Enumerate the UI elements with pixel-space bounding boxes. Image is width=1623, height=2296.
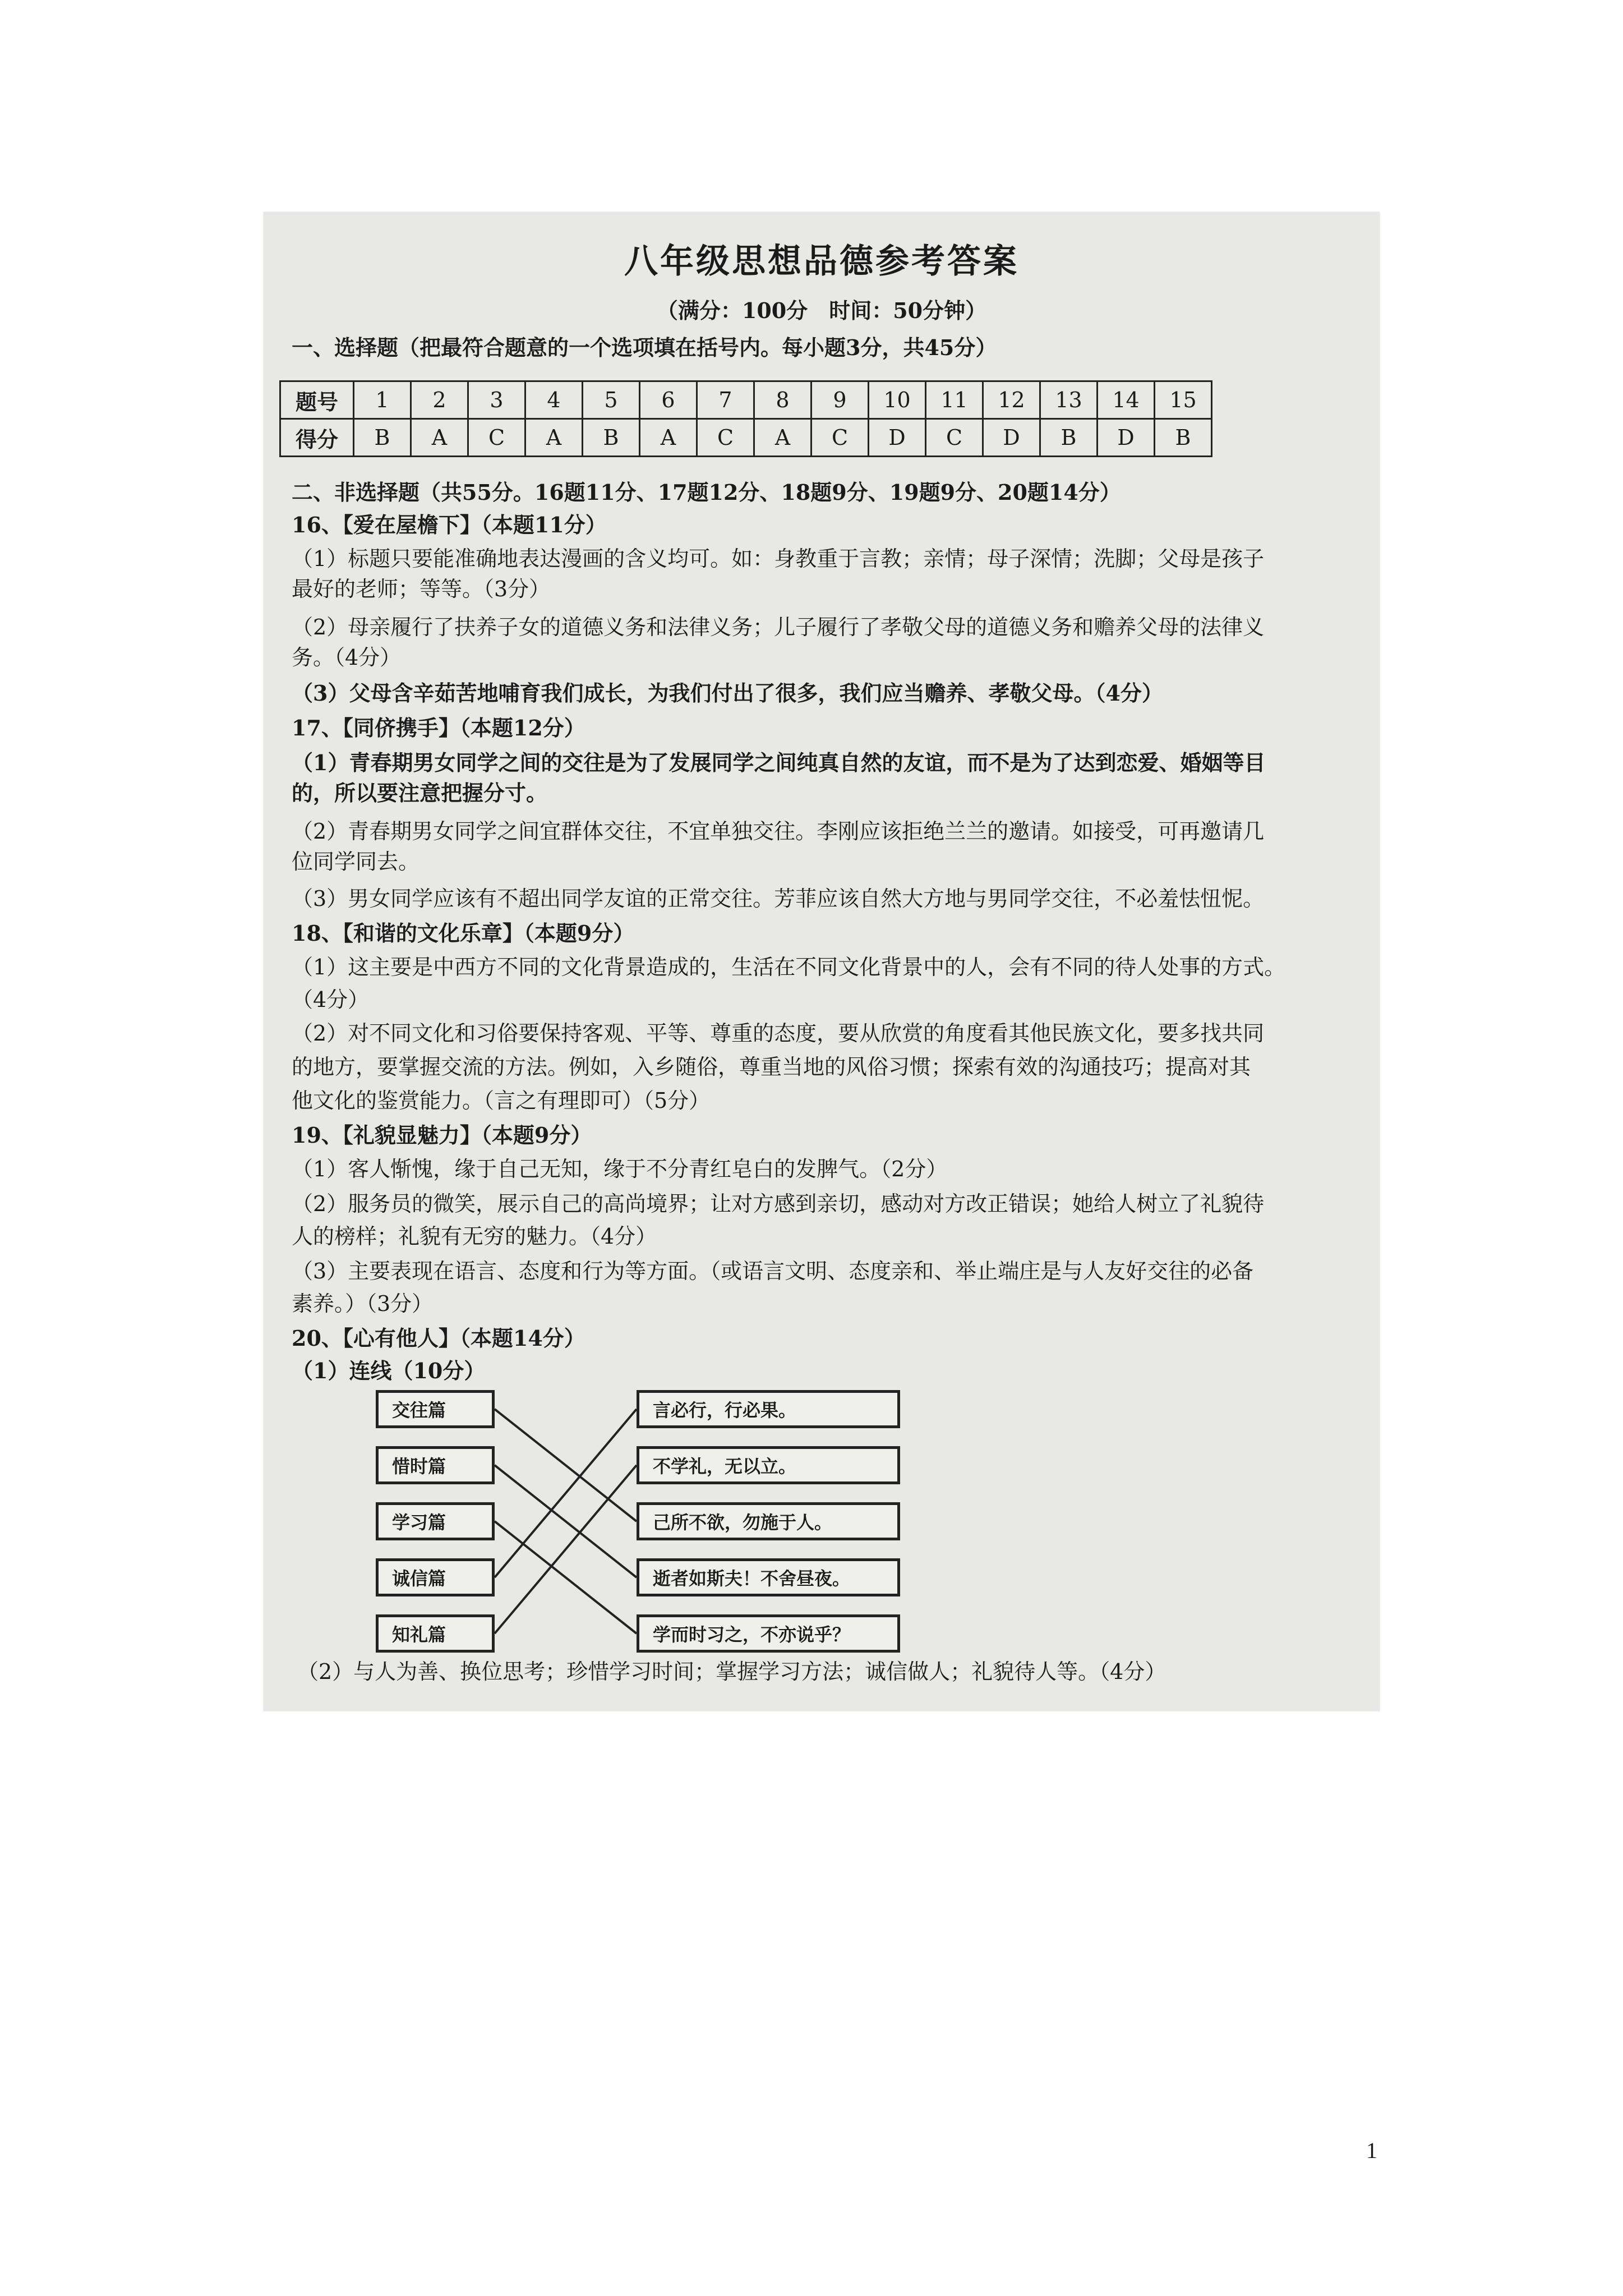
answer-cell: B bbox=[1155, 419, 1212, 457]
right-box: 逝者如斯夫！不舍昼夜。 bbox=[637, 1558, 900, 1596]
left-box: 知礼篇 bbox=[376, 1614, 495, 1653]
row-label-question: 题号 bbox=[280, 381, 354, 419]
question-heading: 20、【心有他人】（本题14分） bbox=[292, 1326, 585, 1351]
match-line bbox=[495, 1465, 637, 1634]
answer-text: （2）与人为善、换位思考；珍惜学习时间；掌握学习方法；诚信做人；礼貌待人等。（4分） bbox=[297, 1659, 1166, 1684]
answer-cell: B bbox=[583, 419, 640, 457]
match-line bbox=[495, 1409, 637, 1577]
answer-text: （1）连线（10分） bbox=[292, 1358, 486, 1383]
right-box: 己所不欲，勿施于人。 bbox=[637, 1502, 900, 1540]
answer-text: （4分） bbox=[292, 987, 370, 1012]
question-heading: 17、【同侪携手】（本题12分） bbox=[292, 715, 585, 740]
answer-text: 他文化的鉴赏能力。（言之有理即可）（5分） bbox=[292, 1088, 711, 1113]
answer-cell: D bbox=[983, 419, 1040, 457]
answer-cell: A bbox=[754, 419, 811, 457]
answer-cell: A bbox=[411, 419, 468, 457]
answer-text: （1）标题只要能准确地表达漫画的含义均可。如：身教重于言教；亲情；母子深情；洗脚；父母是孩子 bbox=[292, 546, 1265, 571]
answer-text: 最好的老师；等等。（3分） bbox=[292, 577, 551, 601]
question-number: 4 bbox=[525, 381, 583, 419]
answer-cell: C bbox=[926, 419, 983, 457]
answer-text: （2）服务员的微笑，展示自己的高尚境界；让对方感到亲切，感动对方改正错误；她给人树立了礼貌待 bbox=[292, 1191, 1265, 1216]
answer-cell: C bbox=[697, 419, 754, 457]
answer-cell: D bbox=[1098, 419, 1155, 457]
answer-text: （1）这主要是中西方不同的文化背景造成的，生活在不同文化背景中的人，会有不同的待人处事的方式。 bbox=[292, 955, 1286, 979]
left-box: 交往篇 bbox=[376, 1390, 495, 1428]
question-number: 6 bbox=[640, 381, 697, 419]
match-line bbox=[495, 1465, 637, 1577]
matching-diagram bbox=[376, 1390, 1049, 1645]
question-number: 14 bbox=[1098, 381, 1155, 419]
answer-text: （3）父母含辛茹苦地哺育我们成长，为我们付出了很多，我们应当赡养、孝敬父母。（4分） bbox=[292, 680, 1163, 706]
match-line bbox=[495, 1409, 637, 1521]
answer-text: 人的榜样；礼貌有无穷的魅力。（4分） bbox=[292, 1224, 657, 1249]
left-box: 诚信篇 bbox=[376, 1558, 495, 1596]
right-box: 言必行，行必果。 bbox=[637, 1390, 900, 1428]
question-heading: 16、【爱在屋檐下】（本题11分） bbox=[292, 512, 607, 537]
answer-text: 的，所以要注意把握分寸。 bbox=[292, 780, 548, 806]
answer-cell: C bbox=[811, 419, 869, 457]
right-box: 学而时习之，不亦说乎？ bbox=[637, 1614, 900, 1653]
answer-cell: A bbox=[640, 419, 697, 457]
answer-cell: B bbox=[1040, 419, 1098, 457]
page-number: 1 bbox=[1366, 2138, 1377, 2163]
answer-text: 的地方，要掌握交流的方法。例如，入乡随俗，尊重当地的风俗习惯；探索有效的沟通技巧；提高对其 bbox=[292, 1055, 1251, 1079]
question-heading: 18、【和谐的文化乐章】（本题9分） bbox=[292, 921, 635, 946]
question-number: 3 bbox=[468, 381, 525, 419]
answer-text: 务。（4分） bbox=[292, 645, 402, 670]
question-number: 15 bbox=[1155, 381, 1212, 419]
scanned-answer-sheet bbox=[264, 212, 1380, 1711]
left-box: 学习篇 bbox=[376, 1502, 495, 1540]
answer-cell: B bbox=[354, 419, 411, 457]
page-title: 八年级思想品德参考答案 bbox=[624, 242, 1019, 281]
answer-text: 位同学同去。 bbox=[292, 849, 420, 874]
question-number: 1 bbox=[354, 381, 411, 419]
answer-table bbox=[279, 380, 1212, 457]
answer-text: （3）主要表现在语言、态度和行为等方面。（或语言文明、态度亲和、举止端庄是与人友好交往的必备 bbox=[292, 1259, 1254, 1283]
left-box: 惜时篇 bbox=[376, 1446, 495, 1484]
answer-cell: A bbox=[525, 419, 583, 457]
section1-heading: 一、选择题（把最符合题意的一个选项填在括号内。每小题3分，共45分） bbox=[292, 335, 997, 360]
question-number: 8 bbox=[754, 381, 811, 419]
table-row bbox=[280, 419, 1212, 457]
table-row bbox=[280, 381, 1212, 419]
answer-text: （2）对不同文化和习俗要保持客观、平等、尊重的态度，要从欣赏的角度看其他民族文化，要多找共同 bbox=[292, 1021, 1265, 1046]
section2-heading: 二、非选择题（共55分。16题11分、17题12分、18题9分、19题9分、20题14分） bbox=[292, 480, 1121, 505]
question-number: 2 bbox=[411, 381, 468, 419]
question-number: 7 bbox=[697, 381, 754, 419]
answer-text: （1）青春期男女同学之间的交往是为了发展同学之间纯真自然的友谊，而不是为了达到恋爱、婚姻等目 bbox=[292, 750, 1266, 775]
question-number: 10 bbox=[869, 381, 926, 419]
score-time-info: （满分：100分 时间：50分钟） bbox=[656, 298, 987, 323]
question-number: 11 bbox=[926, 381, 983, 419]
row-label-score: 得分 bbox=[280, 419, 354, 457]
question-number: 9 bbox=[811, 381, 869, 419]
question-number: 12 bbox=[983, 381, 1040, 419]
match-line bbox=[495, 1521, 637, 1634]
right-box: 不学礼，无以立。 bbox=[637, 1446, 900, 1484]
question-number: 13 bbox=[1040, 381, 1098, 419]
answer-cell: C bbox=[468, 419, 525, 457]
answer-text: （1）客人惭愧，缘于自己无知，缘于不分青红皂白的发脾气。（2分） bbox=[292, 1157, 948, 1181]
answer-text: （2）母亲履行了扶养子女的道德义务和法律义务；儿子履行了孝敬父母的道德义务和赡养父母的法律义 bbox=[292, 615, 1265, 639]
answer-cell: D bbox=[869, 419, 926, 457]
answer-text: （3）男女同学应该有不超出同学友谊的正常交往。芳菲应该自然大方地与男同学交往，不必羞怯忸怩。 bbox=[292, 886, 1265, 911]
question-number: 5 bbox=[583, 381, 640, 419]
answer-text: 素养。）（3分） bbox=[292, 1291, 434, 1316]
answer-text: （2）青春期男女同学之间宜群体交往，不宜单独交往。李刚应该拒绝兰兰的邀请。如接受，可再邀请几 bbox=[292, 819, 1265, 844]
question-heading: 19、【礼貌显魅力】（本题9分） bbox=[292, 1122, 592, 1148]
